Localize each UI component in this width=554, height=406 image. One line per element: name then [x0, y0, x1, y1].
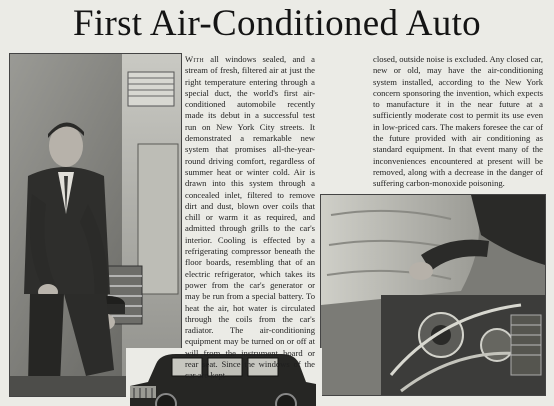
- article-title: First Air-Conditioned Auto: [73, 3, 481, 44]
- photo-man-with-air-unit: [9, 53, 182, 397]
- article-column-1: [185, 54, 315, 381]
- column-2-text: closed, outside noise is excluded. Any closed car, new or old, may have the air-conditioning system installed, according to the New York concern sponsoring the invention, which expects to manufacture it in the near future at a sufficiently moderate cost to permit its use even in low-priced cars. The makers foresee the car of the future provided with air conditioning as standard equipment. In that event many of the inconveniences encountered at present will be removed, along with a decrease in the danger of suffering carbon-monoxide poisoning.: [373, 54, 543, 189]
- lead-in: With: [185, 54, 204, 64]
- column-1-text: all windows sealed, and a stream of fresh, filtered air at just the right temperature entering through a special duct, the world's first air-conditioned automobile recently made its debut in a successful test run on New York City streets. It demonstrated a remarkable new system that promises all-the-year-round driving comfort, regardless of summer heat or winter cold. Air is drawn into this system through a concealed inlet, filtered to remove dirt and dust, blown over coils that chill or warm it as required, and admitted through grills to the car's interior. Cooling is effected by a refrigerating compressor beneath the floor boards, resembling that of an electric refrigerator, which takes its power from the car's generator or may be run from a special battery. To heat the air, hot water is circulated through the coils from the car's radiator. The air-conditioning equipment may be turned on or off at will from the instrument board or rear seat. Since the windows of the car are kept: [185, 54, 315, 381]
- article-column-2: [373, 54, 543, 192]
- photo-compressor-illustration: [321, 195, 545, 395]
- photo-man-illustration: [10, 54, 181, 396]
- photo-refrigerating-compressor: [320, 194, 546, 396]
